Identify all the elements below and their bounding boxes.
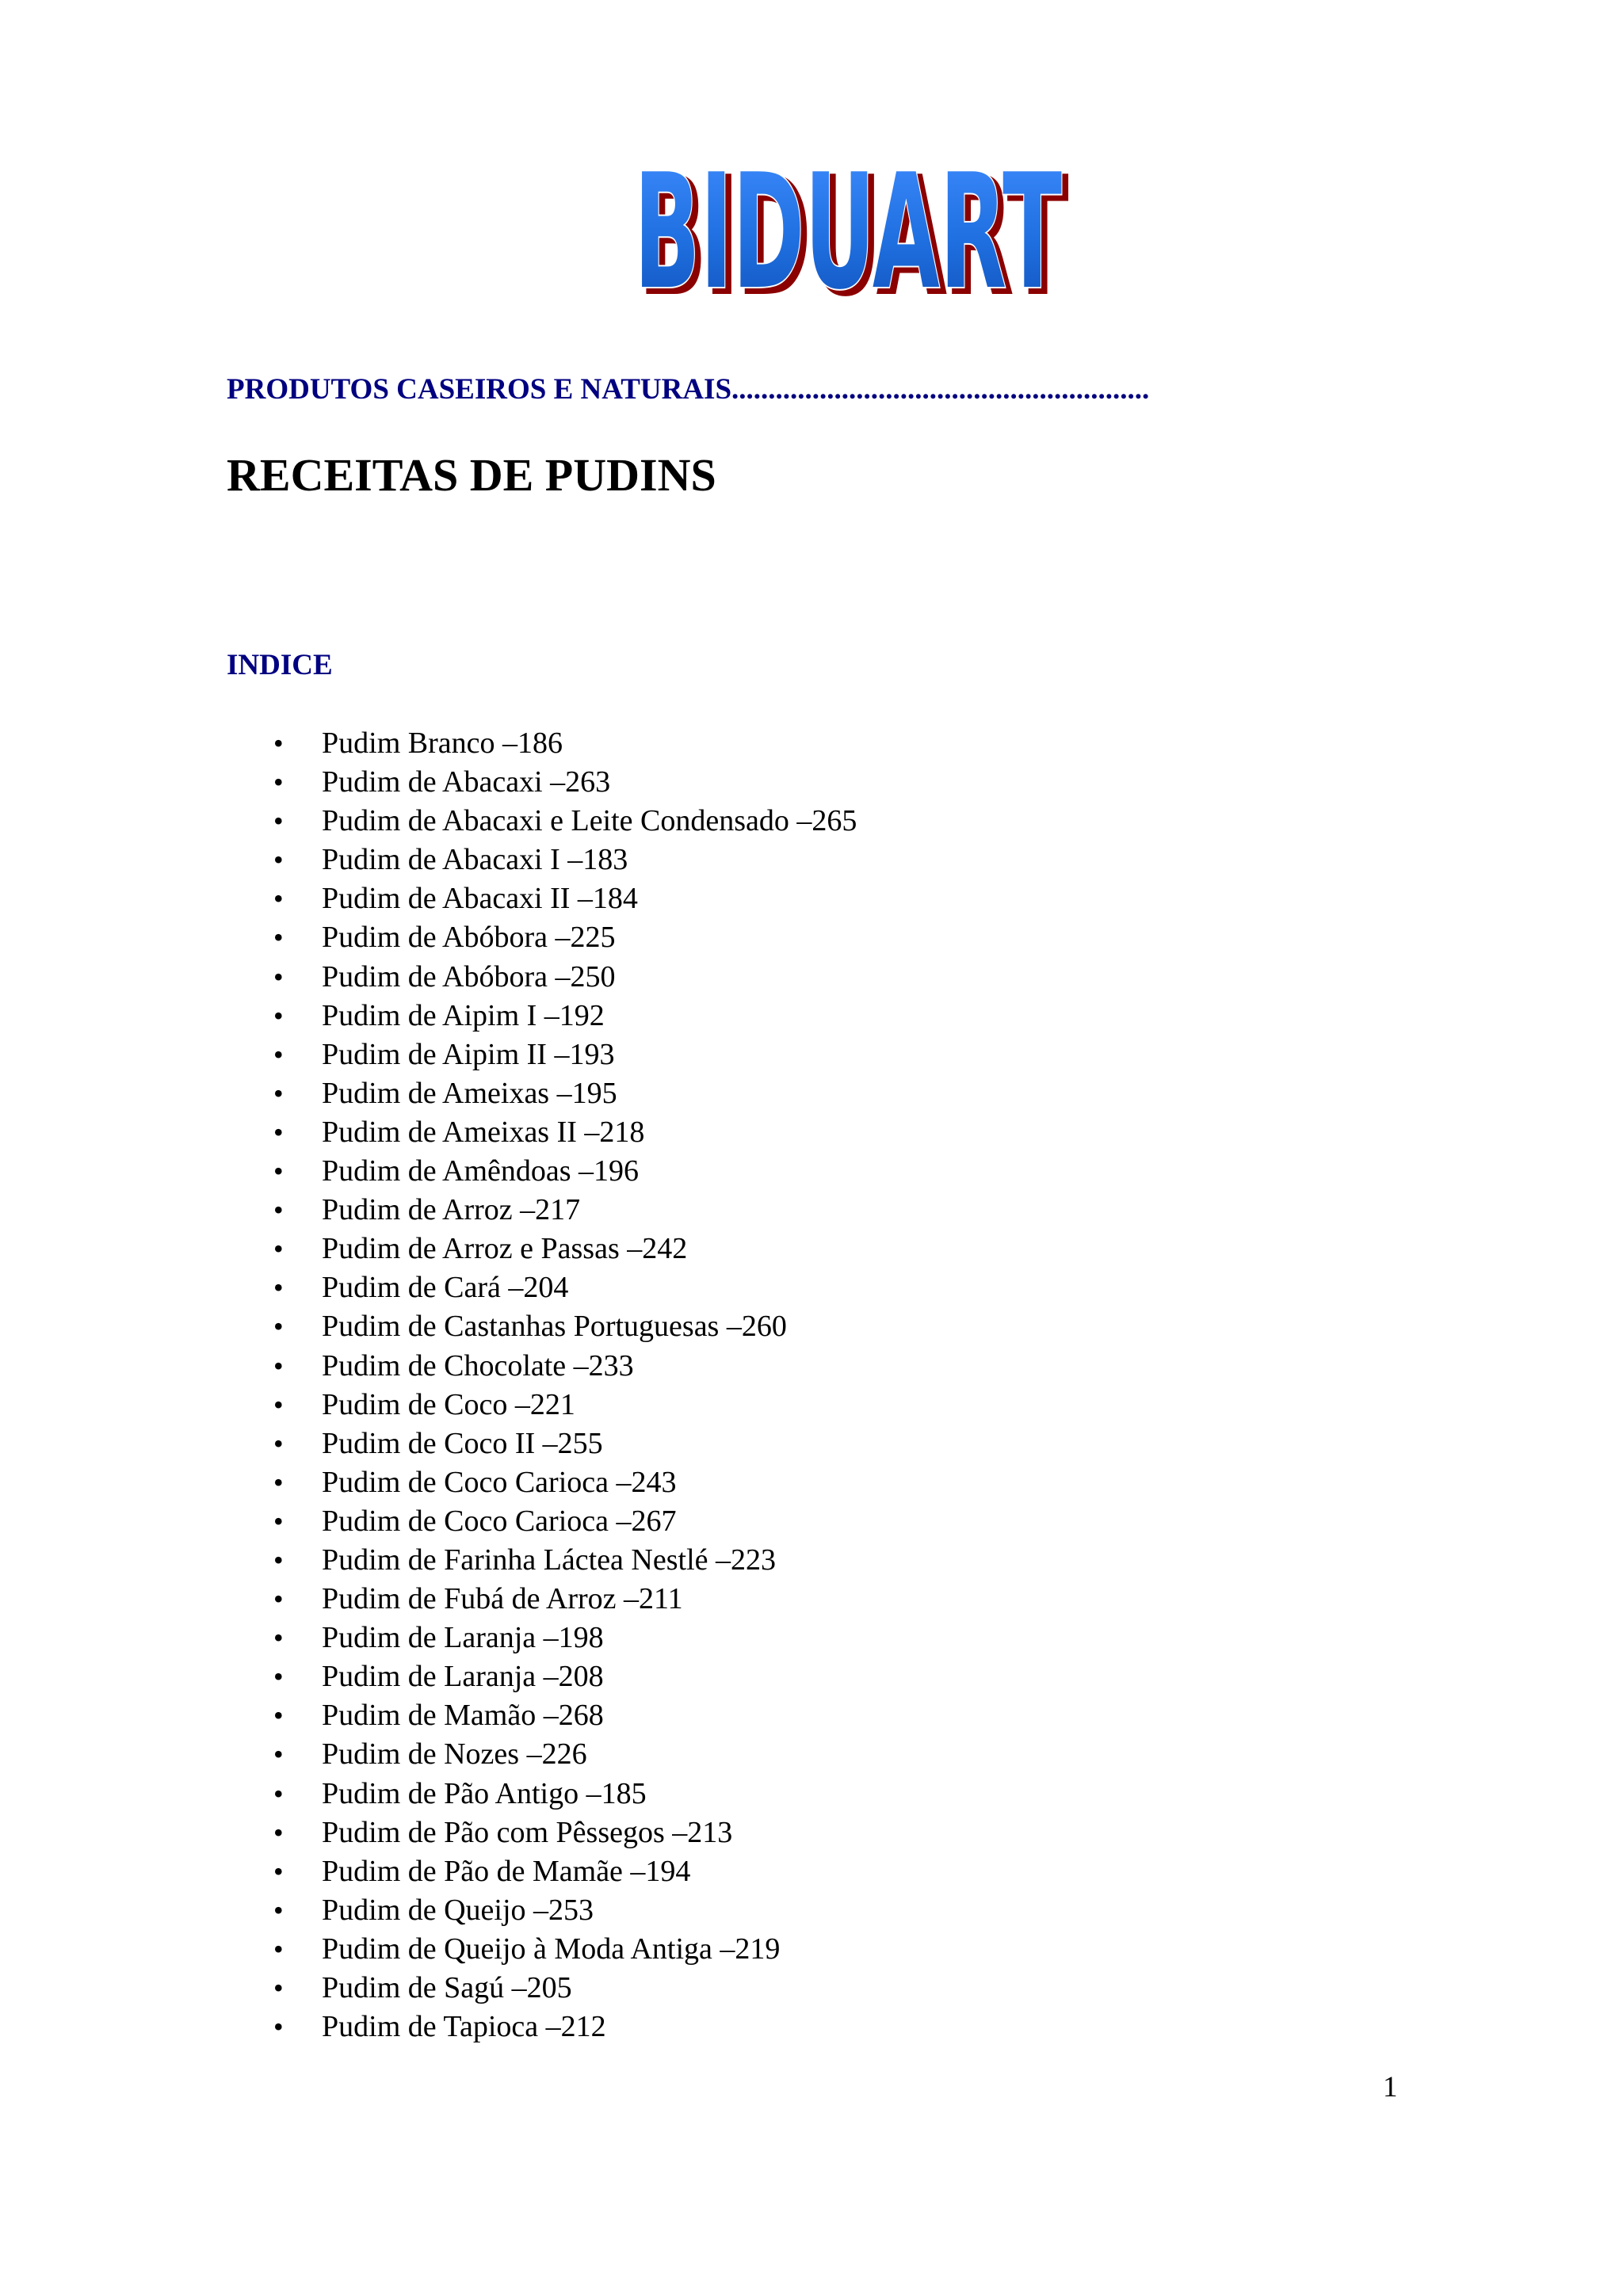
bullet-icon: •	[273, 1543, 284, 1576]
bullet-icon: •	[273, 1855, 284, 1887]
bullet-icon: •	[273, 1505, 284, 1537]
list-item-text: Pudim de Aipim I –192	[322, 998, 605, 1032]
list-item-text: Pudim de Mamão –268	[322, 1699, 604, 1733]
list-item-text: Pudim de Queijo –253	[322, 1893, 594, 1927]
list-item-text: Pudim de Coco –221	[322, 1387, 575, 1421]
bullet-icon: •	[273, 883, 284, 915]
page-title: RECEITAS DE PUDINS	[227, 449, 716, 501]
page-number: 1	[1383, 2071, 1398, 2103]
bullet-icon: •	[273, 1894, 284, 1926]
bullet-icon: •	[273, 1661, 284, 1693]
list-item-text: Pudim de Ameixas II –218	[322, 1115, 645, 1149]
list-item-text: Pudim de Amêndoas –196	[322, 1154, 640, 1188]
list-item-text: Pudim de Tapioca –212	[322, 2010, 606, 2044]
list-item-text: Pudim de Queijo à Moda Antiga –219	[322, 1932, 781, 1966]
list-item-text: Pudim de Pão com Pêssegos –213	[322, 1815, 733, 1849]
bullet-icon: •	[273, 2011, 284, 2043]
list-item-text: Pudim de Sagú –205	[322, 1971, 572, 2004]
bullet-icon: •	[273, 844, 284, 876]
bullet-icon: •	[273, 1349, 284, 1382]
bullet-icon: •	[273, 1972, 284, 2004]
list-item-text: Pudim de Abóbora –225	[322, 921, 616, 955]
logo-graphic	[628, 165, 1071, 304]
list-item-text: Pudim de Chocolate –233	[322, 1348, 634, 1383]
bullet-icon: •	[273, 1077, 284, 1109]
list-item-text: Pudim de Arroz e Passas –242	[322, 1232, 688, 1266]
bullet-icon: •	[273, 1777, 284, 1810]
bullet-icon: •	[273, 1622, 284, 1654]
bullet-icon: •	[273, 805, 284, 837]
list-item-text: Pudim de Aipim II –193	[322, 1037, 615, 1071]
bullet-icon: •	[273, 1932, 284, 1965]
list-item-text: Pudim de Fubá de Arroz –211	[322, 1582, 683, 1616]
list-item-text: Pudim de Laranja –198	[322, 1621, 604, 1655]
list-item-text: Pudim de Farinha Láctea Nestlé –223	[322, 1543, 777, 1577]
subtitle: PRODUTOS CASEIROS E NATURAIS.........................................................	[227, 373, 1150, 406]
list-item-text: Pudim de Coco Carioca –243	[322, 1465, 677, 1499]
bullet-icon: •	[273, 1816, 284, 1848]
bullet-icon: •	[273, 1194, 284, 1226]
bullet-icon: •	[273, 1155, 284, 1188]
list-item-text: Pudim de Pão de Mamãe –194	[322, 1854, 691, 1888]
bullet-icon: •	[273, 766, 284, 799]
list-item-text: Pudim de Abacaxi II –184	[322, 882, 638, 916]
list-item-text: Pudim de Abacaxi I –183	[322, 843, 628, 877]
bullet-icon: •	[273, 1116, 284, 1148]
list-item-text: Pudim de Pão Antigo –185	[322, 1776, 647, 1810]
bullet-icon: •	[273, 1233, 284, 1265]
list-item-text: Pudim de Abacaxi e Leite Condensado –265	[322, 804, 857, 838]
list-item-text: Pudim de Coco Carioca –267	[322, 1504, 677, 1538]
list-item-text: Pudim de Laranja –208	[322, 1660, 604, 1694]
bullet-icon: •	[273, 921, 284, 954]
bullet-icon: •	[273, 1310, 284, 1343]
index-heading: INDICE	[227, 649, 333, 681]
list-item-text: Pudim de Abóbora –250	[322, 959, 616, 994]
bullet-icon: •	[273, 727, 284, 759]
logo-main-text: BIDUART	[634, 165, 1062, 304]
bullet-icon: •	[273, 1738, 284, 1771]
bullet-icon: •	[273, 1272, 284, 1304]
list-item-text: Pudim de Ameixas –195	[322, 1076, 617, 1110]
list-item-text: Pudim de Coco II –255	[322, 1426, 603, 1460]
bullet-icon: •	[273, 1583, 284, 1615]
bullet-icon: •	[273, 1427, 284, 1459]
biduart-logo	[628, 165, 1071, 304]
bullet-icon: •	[273, 1388, 284, 1421]
bullet-icon: •	[273, 1466, 284, 1498]
bullet-icon: •	[273, 1038, 284, 1070]
list-item-text: Pudim de Castanhas Portuguesas –260	[322, 1310, 787, 1344]
list-item-text: Pudim de Arroz –217	[322, 1193, 581, 1227]
bullet-icon: •	[273, 960, 284, 993]
list-item-text: Pudim de Nozes –226	[322, 1737, 587, 1772]
list-item-text: Pudim de Abacaxi –263	[322, 765, 611, 799]
list-item-text: Pudim de Cará –204	[322, 1271, 569, 1305]
bullet-icon: •	[273, 1699, 284, 1732]
list-item-text: Pudim Branco –186	[322, 727, 563, 760]
bullet-icon: •	[273, 999, 284, 1032]
logo-shadow-text: BIDUART	[640, 165, 1067, 304]
